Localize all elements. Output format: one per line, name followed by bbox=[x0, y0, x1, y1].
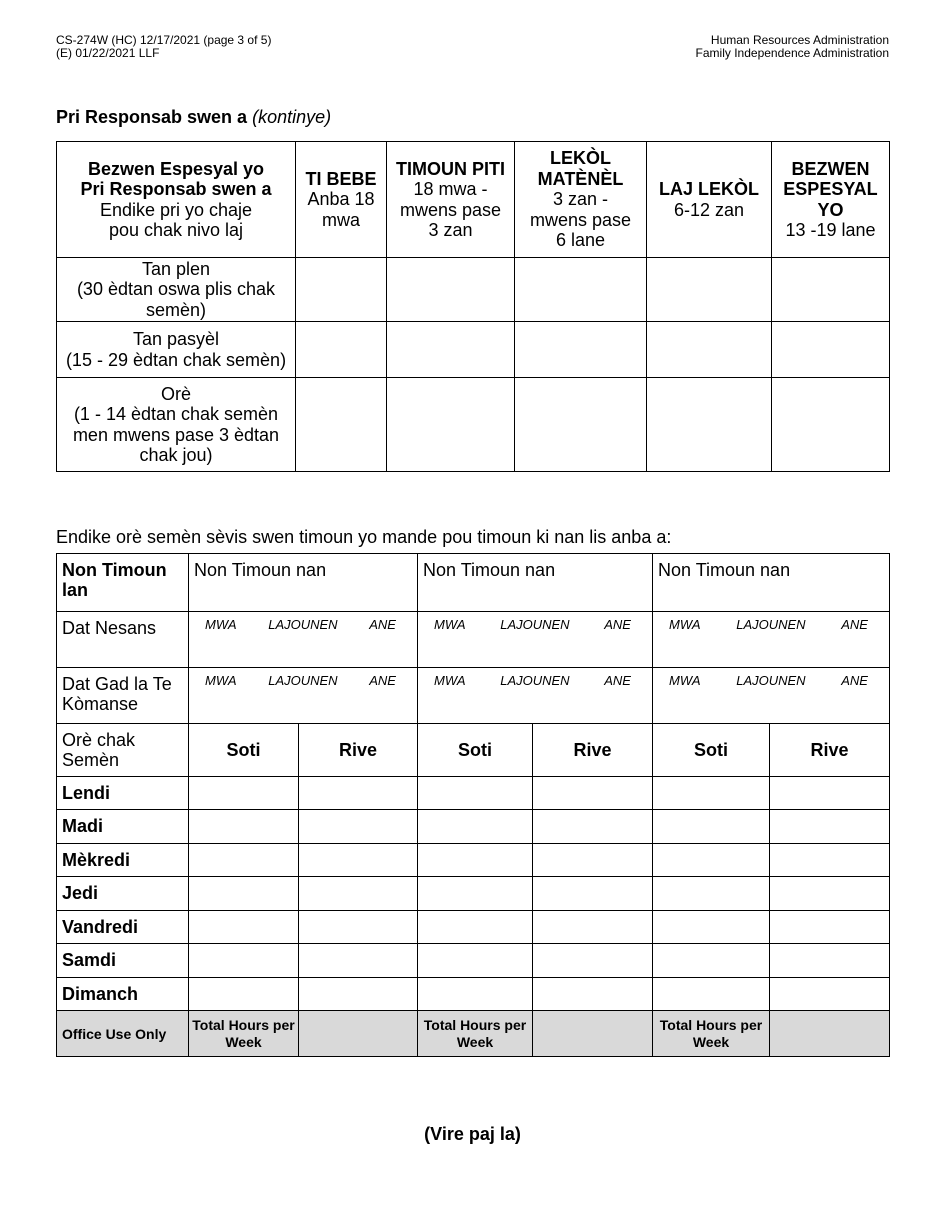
section-title bbox=[56, 107, 331, 128]
rates-header-toddler: TIMOUN PITI 18 mwa - mwens pase 3 zan bbox=[387, 142, 515, 258]
time-input[interactable] bbox=[770, 911, 890, 944]
rates-header-row bbox=[57, 142, 890, 258]
time-input[interactable] bbox=[299, 978, 418, 1011]
schedule-table bbox=[56, 553, 890, 1057]
out-header: Soti bbox=[418, 724, 533, 777]
rate-input[interactable] bbox=[387, 322, 515, 378]
time-input[interactable] bbox=[418, 944, 533, 978]
day-label: Lendi bbox=[57, 777, 189, 810]
time-input[interactable] bbox=[533, 844, 653, 877]
time-input[interactable] bbox=[189, 911, 299, 944]
rate-input[interactable] bbox=[772, 322, 890, 378]
rate-input[interactable] bbox=[515, 258, 647, 322]
total-hours-label: Total Hours per Week bbox=[418, 1011, 533, 1057]
section-title-main: Pri Responsab swen a bbox=[56, 107, 248, 127]
rate-input[interactable] bbox=[772, 378, 890, 472]
time-input[interactable] bbox=[653, 810, 770, 844]
birth-date-field[interactable]: MWA LAJOUNEN ANE bbox=[653, 612, 890, 668]
time-input[interactable] bbox=[299, 777, 418, 810]
total-hours-label: Total Hours per Week bbox=[189, 1011, 299, 1057]
rates-row-part-time bbox=[57, 322, 890, 378]
time-input[interactable] bbox=[189, 877, 299, 911]
time-input[interactable] bbox=[299, 877, 418, 911]
rate-input[interactable] bbox=[296, 378, 387, 472]
time-input[interactable] bbox=[533, 877, 653, 911]
total-hours-label: Total Hours per Week bbox=[653, 1011, 770, 1057]
time-input[interactable] bbox=[533, 777, 653, 810]
rates-header-special-needs: BEZWEN ESPESYAL YO 13 -19 lane bbox=[772, 142, 890, 258]
rates-row-label: Orè (1 - 14 èdtan chak semèn men mwens pase 3 èdtan chak jou) bbox=[57, 378, 296, 472]
time-input[interactable] bbox=[189, 978, 299, 1011]
child-name-label: Non Timoun lan bbox=[57, 554, 189, 612]
rates-header-infant: TI BEBE Anba 18 mwa bbox=[296, 142, 387, 258]
day-row bbox=[57, 810, 890, 844]
time-input[interactable] bbox=[653, 777, 770, 810]
time-input[interactable] bbox=[770, 777, 890, 810]
time-input[interactable] bbox=[418, 810, 533, 844]
schedule-label: Orè chak Semèn bbox=[57, 724, 189, 777]
office-use-label: Office Use Only bbox=[57, 1011, 189, 1057]
start-date-field[interactable]: MWA LAJOUNEN ANE bbox=[189, 668, 418, 724]
schedule-header-row bbox=[57, 724, 890, 777]
day-row bbox=[57, 944, 890, 978]
child-name-field[interactable]: Non Timoun nan bbox=[653, 554, 890, 612]
birth-date-field[interactable]: MWA LAJOUNEN ANE bbox=[418, 612, 653, 668]
time-input[interactable] bbox=[770, 810, 890, 844]
day-label: Samdi bbox=[57, 944, 189, 978]
time-input[interactable] bbox=[418, 877, 533, 911]
rates-row-full-time bbox=[57, 258, 890, 322]
time-input[interactable] bbox=[418, 911, 533, 944]
agency-block bbox=[696, 34, 889, 60]
total-hours-value bbox=[533, 1011, 653, 1057]
time-input[interactable] bbox=[299, 944, 418, 978]
birth-date-label: Dat Nesans bbox=[57, 612, 189, 668]
time-input[interactable] bbox=[299, 844, 418, 877]
schedule-instruction: Endike orè semèn sèvis swen timoun yo mande pou timoun ki nan lis anba a: bbox=[56, 527, 672, 547]
day-row bbox=[57, 877, 890, 911]
in-header: Rive bbox=[533, 724, 653, 777]
day-label: Vandredi bbox=[57, 911, 189, 944]
out-header: Soti bbox=[189, 724, 299, 777]
rate-input[interactable] bbox=[515, 378, 647, 472]
start-date-row bbox=[57, 668, 890, 724]
rate-input[interactable] bbox=[647, 378, 772, 472]
start-date-field[interactable]: MWA LAJOUNEN ANE bbox=[418, 668, 653, 724]
day-label: Madi bbox=[57, 810, 189, 844]
form-id: CS-274W (HC) 12/17/2021 (page 3 of 5) bbox=[56, 33, 272, 47]
birth-date-field[interactable]: MWA LAJOUNEN ANE bbox=[189, 612, 418, 668]
rate-input[interactable] bbox=[772, 258, 890, 322]
time-input[interactable] bbox=[653, 944, 770, 978]
form-id-block bbox=[56, 34, 271, 60]
time-input[interactable] bbox=[770, 944, 890, 978]
day-label: Mèkredi bbox=[57, 844, 189, 877]
time-input[interactable] bbox=[770, 877, 890, 911]
day-row bbox=[57, 911, 890, 944]
rate-input[interactable] bbox=[387, 258, 515, 322]
rate-input[interactable] bbox=[296, 258, 387, 322]
form-revision: (E) 01/22/2021 LLF bbox=[56, 46, 160, 60]
time-input[interactable] bbox=[418, 844, 533, 877]
rates-table bbox=[56, 141, 890, 472]
time-input[interactable] bbox=[533, 944, 653, 978]
child-name-row bbox=[57, 554, 890, 612]
start-date-field[interactable]: MWA LAJOUNEN ANE bbox=[653, 668, 890, 724]
time-input[interactable] bbox=[533, 978, 653, 1011]
rate-input[interactable] bbox=[296, 322, 387, 378]
rate-input[interactable] bbox=[647, 322, 772, 378]
rates-header-preschool: LEKÒL MATÈNÈL 3 zan - mwens pase 6 lane bbox=[515, 142, 647, 258]
time-input[interactable] bbox=[770, 844, 890, 877]
child-name-field[interactable]: Non Timoun nan bbox=[418, 554, 653, 612]
time-input[interactable] bbox=[299, 810, 418, 844]
total-hours-value bbox=[299, 1011, 418, 1057]
rate-input[interactable] bbox=[387, 378, 515, 472]
time-input[interactable] bbox=[189, 944, 299, 978]
section-title-cont: (kontinye) bbox=[252, 107, 332, 127]
in-header: Rive bbox=[770, 724, 890, 777]
time-input[interactable] bbox=[533, 911, 653, 944]
time-input[interactable] bbox=[189, 844, 299, 877]
agency-division: Family Independence Administration bbox=[695, 46, 889, 60]
rates-row-hourly bbox=[57, 378, 890, 472]
birth-date-row bbox=[57, 612, 890, 668]
time-input[interactable] bbox=[189, 777, 299, 810]
out-header: Soti bbox=[653, 724, 770, 777]
rates-row-label: Tan plen (30 èdtan oswa plis chak semèn) bbox=[57, 258, 296, 322]
office-use-row bbox=[57, 1011, 890, 1057]
rates-row-label: Tan pasyèl (15 - 29 èdtan chak semèn) bbox=[57, 322, 296, 378]
total-hours-value bbox=[770, 1011, 890, 1057]
time-input[interactable] bbox=[189, 810, 299, 844]
agency-name: Human Resources Administration bbox=[710, 33, 889, 47]
rates-header-needs: Bezwen Espesyal yo Pri Responsab swen a Endike pri yo chaje pou chak nivo laj bbox=[57, 142, 296, 258]
time-input[interactable] bbox=[418, 777, 533, 810]
child-name-field[interactable]: Non Timoun nan bbox=[189, 554, 418, 612]
time-input[interactable] bbox=[653, 978, 770, 1011]
rate-input[interactable] bbox=[647, 258, 772, 322]
day-row bbox=[57, 844, 890, 877]
start-date-label: Dat Gad la Te Kòmanse bbox=[57, 668, 189, 724]
in-header: Rive bbox=[299, 724, 418, 777]
time-input[interactable] bbox=[299, 911, 418, 944]
day-label: Dimanch bbox=[57, 978, 189, 1011]
time-input[interactable] bbox=[770, 978, 890, 1011]
day-row bbox=[57, 978, 890, 1011]
rate-input[interactable] bbox=[515, 322, 647, 378]
day-row bbox=[57, 777, 890, 810]
day-label: Jedi bbox=[57, 877, 189, 911]
time-input[interactable] bbox=[653, 911, 770, 944]
time-input[interactable] bbox=[653, 877, 770, 911]
rates-header-school-age: LAJ LEKÒL 6-12 zan bbox=[647, 142, 772, 258]
time-input[interactable] bbox=[533, 810, 653, 844]
turn-page-note: (Vire paj la) bbox=[424, 1124, 521, 1144]
time-input[interactable] bbox=[418, 978, 533, 1011]
time-input[interactable] bbox=[653, 844, 770, 877]
